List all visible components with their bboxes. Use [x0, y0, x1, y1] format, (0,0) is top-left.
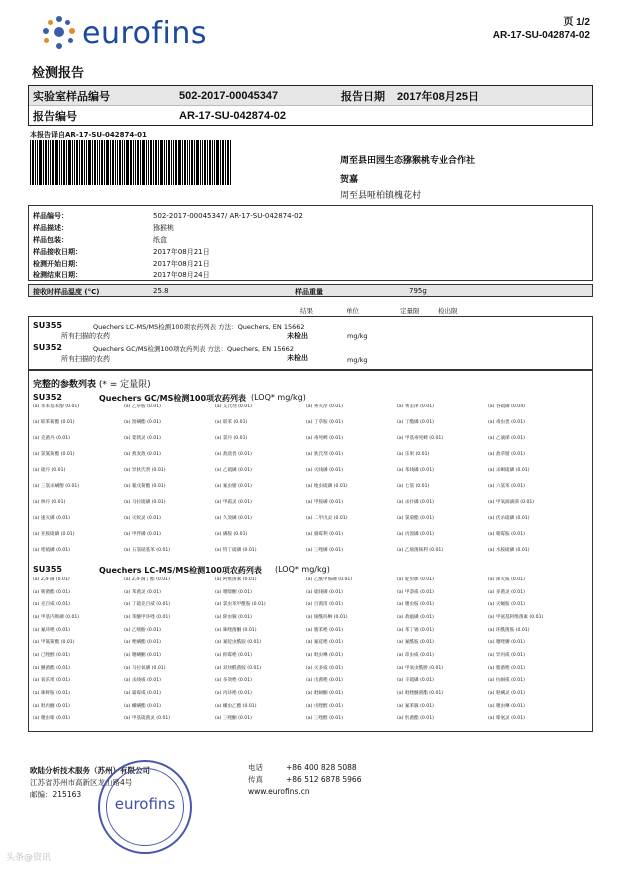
- sample-info-label: 检测开始日期：: [33, 260, 82, 268]
- param-item: (a) 噻虫嗪 (0.01): [33, 716, 70, 722]
- param-item: (a) 氟苯脲 (0.01): [397, 703, 434, 709]
- param-item: (a) 嘧菌酯 (0.01): [33, 589, 70, 595]
- param-item: (a) 腐霉利 (0.01): [306, 532, 343, 537]
- param-item: (a) 燕麦敌 (0.01): [124, 452, 161, 457]
- param-item: (a) 抗蚜威 (0.01): [488, 678, 525, 684]
- param-item: (a) 萎锈灵 (0.01): [124, 436, 161, 441]
- param-item: (a) 苯菌灵 (0.01): [124, 589, 161, 595]
- sample-info-label: 样品接收日期：: [33, 248, 82, 256]
- param-item: (a) 氰戊菊酯 (0.01): [124, 484, 166, 489]
- param-item: (a) 2,4-滴丁酯 (0.01): [124, 577, 170, 582]
- param-item: (a) 乙滴涕 (0.01): [488, 436, 525, 441]
- param-item: (a) 硫线磷 (0.01): [306, 589, 343, 595]
- group-loq: (LOQ* mg/kg): [251, 393, 306, 402]
- param-item: (a) 己唑醇 (0.01): [33, 652, 70, 658]
- param-item: (a) 伏杀硫磷 (0.01): [488, 516, 530, 521]
- param-item: (a) 涕灭威 (0.01): [488, 577, 525, 582]
- param-item: (a) 氟酰胺 (0.01): [397, 640, 434, 646]
- sample-info-value: 502-2017-00045347/ AR-17-SU-042874-02: [153, 212, 304, 220]
- group-title: Quechers LC-MS/MS检测100项农药列表: [99, 566, 262, 575]
- website: www.eurofins.cn: [248, 787, 310, 796]
- fax-label: 传真: [248, 775, 263, 784]
- param-item: (a) 甲萘威 (0.01): [397, 589, 434, 595]
- sample-info-row: [33, 259, 210, 269]
- param-item: (a) 马拉硫磷 (0.01): [124, 500, 166, 505]
- param-item: (a) 莠灭净 (0.01): [306, 404, 343, 409]
- results-box: [28, 316, 593, 370]
- param-item: (a) 毒虫畏 (0.01): [488, 420, 525, 425]
- param-item: (a) 七氯 (0.01): [397, 484, 430, 489]
- param-item: (a) 异狄氏剂 (0.01): [124, 468, 166, 473]
- param-item: (a) 苯线磷 (0.01): [397, 468, 434, 473]
- param-item: (a) 丙溴磷 (0.01): [397, 532, 434, 537]
- param-item: (a) 三氯杀螨醇 (0.01): [33, 484, 80, 489]
- param-item: (a) 吡唑醚菌酯 (0.01): [397, 690, 444, 696]
- param-item: (a) 氟虫腈 (0.01): [215, 484, 252, 489]
- client-contact: 贺嘉: [340, 175, 359, 185]
- report-no-label: 报告编号: [33, 111, 77, 123]
- param-item: (a) 吡丙醚 (0.01): [33, 703, 70, 709]
- param-item: (a) 水胺硫磷 (0.01): [488, 548, 530, 553]
- param-item: (a) 乙嘧酚 (0.01): [124, 627, 161, 633]
- su352-param-grid: [33, 404, 579, 564]
- unit-col-header: 单位: [346, 307, 359, 315]
- param-item: (a) 甲氰菊酯 (0.01): [33, 640, 75, 646]
- sample-info-box: [28, 205, 593, 281]
- param-item: (a) 嗪氨灵 (0.01): [488, 716, 525, 722]
- result-code: SU352: [33, 343, 62, 352]
- param-item: (a) 丁酯磷 (0.01): [397, 420, 434, 425]
- param-item: (a) 氯丹 (0.01): [215, 436, 248, 441]
- param-item: (a) 阿维菌素 (0.01): [215, 577, 257, 582]
- result-value: 未检出: [287, 332, 308, 340]
- param-list-note: (* = 定量限): [98, 380, 151, 390]
- eurofins-dots-icon: [40, 14, 78, 52]
- result-value: 未检出: [287, 354, 308, 362]
- param-item: (a) 地虫硫磷 (0.01): [306, 484, 348, 489]
- report-date-label: 报告日期: [341, 90, 385, 103]
- param-item: (a) 灭蚁灵 (0.01): [124, 516, 161, 521]
- lab-sample-no: 502-2017-00045347: [179, 89, 279, 102]
- phone-value: +86 400 828 5088: [286, 763, 357, 772]
- param-item: (a) 联苯 (0.01): [215, 420, 248, 425]
- result-method: Quechers GC/MS检测100项农药列表 方法：Quechers, EN 15662: [93, 345, 294, 353]
- param-item: (a) 苯丁锡 (0.01): [397, 627, 434, 633]
- temp-value: 25.8: [153, 287, 169, 295]
- param-item: (a) 丙环唑 (0.01): [215, 690, 252, 696]
- param-item: (a) 戊唑醇 (0.01): [306, 703, 343, 709]
- param-item: (a) 久效磷 (0.01): [215, 516, 252, 521]
- barcode: [30, 140, 280, 185]
- lab-sample-label: 实验室样品编号: [33, 90, 110, 103]
- param-item: (a) 甲氧滴滴涕 (0.01): [488, 500, 535, 505]
- param-item: (a) 噻螨酮 (0.01): [124, 652, 161, 658]
- param-item: (a) 辛硫磷 (0.01): [397, 678, 434, 684]
- sample-info-label: 样品包装：: [33, 236, 68, 244]
- sample-info-label: 样品编号：: [33, 212, 68, 220]
- report-no: AR-17-SU-042874-02: [179, 110, 286, 122]
- param-item: (a) 丁草胺 (0.01): [306, 420, 343, 425]
- result-unit: mg/kg: [347, 332, 368, 340]
- param-item: (a) 啶虫脒 (0.01): [397, 577, 434, 582]
- param-item: (a) 乙硫磷 (0.01): [215, 468, 252, 473]
- param-item: (a) 烯酰吗啉 (0.01): [306, 614, 348, 620]
- sample-info-row: [33, 211, 303, 221]
- result-col-header: 结果: [300, 307, 313, 315]
- client-name: 周至县田园生态猕猴桃专业合作社: [340, 156, 476, 166]
- param-item: (a) 霜霉威 (0.01): [124, 690, 161, 696]
- param-item: (a) 林丹 (0.01): [33, 500, 66, 505]
- weight-value: 795g: [409, 287, 427, 295]
- lod-col-header: 检出限: [438, 307, 458, 315]
- result-item: 所有扫描的农药: [61, 332, 110, 340]
- param-item: (a) 艾氏剂 (0.01): [215, 404, 252, 409]
- param-item: (a) 双炔酰菌胺 (0.01): [215, 665, 262, 671]
- param-item: (a) 哒螨灵 (0.01): [488, 690, 525, 696]
- sample-info-row: [33, 247, 210, 257]
- param-item: (a) 吡蚜酮 (0.01): [306, 690, 343, 696]
- param-item: (a) 噻嗪酮 (0.01): [215, 589, 252, 595]
- param-item: (a) 噻虫胺 (0.01): [397, 602, 434, 608]
- fax-value: +86 512 6878 5966: [286, 775, 362, 784]
- param-item: (a) 甲基内吸磷 (0.01): [33, 614, 80, 620]
- param-item: (a) 除虫脲 (0.01): [215, 614, 252, 620]
- param-item: (a) 2,4-滴 (0.01): [33, 577, 70, 582]
- param-item: (a) 甲氧虫酰肼 (0.01): [397, 665, 444, 671]
- footer-postcode: 邮编：215163: [30, 790, 82, 799]
- param-item: (a) 亚胺硫磷 (0.01): [33, 532, 75, 537]
- param-item: (a) 毒死蜱 (0.01): [306, 436, 343, 441]
- group-code: SU355: [33, 565, 62, 574]
- param-item: (a) 乐果 (0.01): [397, 452, 430, 457]
- replaces-note: 本报告译自AR-17-SU-042874-01: [30, 131, 147, 139]
- report-header-box: [28, 85, 593, 126]
- temperature-bar: [28, 284, 593, 297]
- param-item: (a) 苯醚甲环唑 (0.01): [124, 614, 171, 620]
- param-item: (a) 噻唑膦 (0.01): [488, 640, 525, 646]
- param-item: (a) 氯菊酯 (0.01): [397, 516, 434, 521]
- param-item: (a) 杀螟硫磷 (0.01): [488, 468, 530, 473]
- param-item: (a) 多菌灵 (0.01): [488, 589, 525, 595]
- sample-info-label: 检测结束日期：: [33, 271, 82, 279]
- group-title: Quechers GC/MS检测100项农药列表: [99, 394, 247, 403]
- param-item: (a) 氟硅唑 (0.01): [306, 640, 343, 646]
- logo-wordmark: eurofins: [82, 15, 208, 51]
- param-item: (a) 甲氨基阿维菌素 (0.01): [488, 614, 544, 620]
- param-item: (a) 硫丹 (0.01): [33, 468, 66, 473]
- sample-info-value: 2017年08月21日: [153, 260, 210, 268]
- sample-info-row: [33, 235, 167, 245]
- param-item: (a) 五氯硝基苯 (0.01): [124, 548, 171, 553]
- param-item: (a) 灭线磷 (0.01): [306, 468, 343, 473]
- param-list-heading: [33, 377, 151, 390]
- param-item: (a) 氯氰菊酯 (0.01): [33, 452, 75, 457]
- param-item: (a) 敌瘟磷 (0.01): [397, 614, 434, 620]
- group-loq: (LOQ* mg/kg): [275, 565, 330, 574]
- param-item: (a) 喹硫磷 (0.01): [33, 548, 70, 553]
- report-date: 2017年08月25日: [397, 90, 479, 103]
- param-item: (a) 异丙威 (0.01): [488, 652, 525, 658]
- param-item: (a) 咪唑菌酮 (0.01): [215, 627, 257, 633]
- param-item: (a) 唑螨酯 (0.01): [124, 640, 161, 646]
- param-item: (a) 吡虫啉 (0.01): [306, 652, 343, 658]
- footer-company: 欧陆分析技术服务（苏州）有限公司: [30, 766, 150, 775]
- result-code: SU355: [33, 321, 62, 330]
- param-item: (a) 三唑醇 (0.01): [306, 716, 343, 722]
- param-item: (a) 甲拌磷 (0.01): [124, 532, 161, 537]
- param-item: (a) 氟啶虫酰胺 (0.01): [215, 640, 262, 646]
- param-item: (a) 克百威 (0.01): [33, 602, 70, 608]
- su355-param-grid: [33, 577, 579, 729]
- param-item: (a) 肟菌酯 (0.01): [397, 716, 434, 722]
- param-item: (a) 醚菌酯 (0.01): [33, 665, 70, 671]
- param-item: (a) 杀线威 (0.01): [124, 678, 161, 684]
- param-item: (a) 茚虫威 (0.01): [397, 652, 434, 658]
- param-item: (a) 特丁硫磷 (0.01): [215, 548, 257, 553]
- param-item: (a) 速灭磷 (0.01): [33, 516, 70, 521]
- param-item: (a) 噻虫啉 (0.01): [488, 703, 525, 709]
- seal-logo-text: eurofins: [114, 795, 176, 813]
- param-item: (a) 甲胺磷 (0.01): [306, 500, 343, 505]
- param-item: (a) 螺螨酯 (0.01): [124, 703, 161, 709]
- param-item: (a) 六氯苯 (0.01): [488, 484, 525, 489]
- param-item: (a) 丁硫克百威 (0.01): [124, 602, 171, 608]
- sample-info-label: 样品描述：: [33, 224, 68, 232]
- param-item: (a) 邻苯基苯酚 (0.01): [33, 404, 80, 409]
- param-item: (a) 环酰菌胺 (0.01): [488, 627, 530, 633]
- client-address: 周至县哑柏镇槐花村: [340, 191, 422, 201]
- param-item: (a) 三唑磷 (0.01): [306, 548, 343, 553]
- phone-label: 电话: [248, 763, 263, 772]
- footer-address: 江苏省苏州市高新区龙山路4号: [30, 778, 133, 787]
- param-item: (a) 溴螨酯 (0.01): [124, 420, 161, 425]
- sample-info-row: [33, 223, 174, 233]
- result-item: 所有扫描的农药: [61, 355, 110, 363]
- param-item: (a) 咪鲜胺 (0.01): [33, 690, 70, 696]
- result-method: Quechers LC-MS/MS检测100项农药列表 方法：Quechers, EN 15662: [93, 323, 305, 331]
- param-item: (a) 抑霉唑 (0.01): [215, 652, 252, 658]
- param-item: (a) 乙烯菌核利 (0.01): [397, 548, 444, 553]
- param-item: (a) 氟环唑 (0.01): [33, 627, 70, 633]
- param-item: (a) 甲基毒死蜱 (0.01): [397, 436, 444, 441]
- page-title: 检测报告: [32, 66, 85, 81]
- param-item: (a) 腈菌唑 (0.01): [488, 665, 525, 671]
- param-item: (a) 腈苯唑 (0.01): [306, 627, 343, 633]
- param-item: (a) 氧乐果 (0.01): [33, 678, 70, 684]
- parameter-list-box: [28, 370, 593, 732]
- param-item: (a) 甲基硫菌灵 (0.01): [124, 716, 171, 722]
- param-list-title: 完整的参数列表: [33, 380, 97, 390]
- param-item: (a) 螺虫乙酯 (0.01): [215, 703, 257, 709]
- param-item: (a) 狄氏剂 (0.01): [306, 452, 343, 457]
- param-item: (a) 敌草腈 (0.01): [488, 452, 525, 457]
- temp-label: 接收时样品温度 (°C): [33, 288, 100, 296]
- param-item: (a) 二甲戊灵 (0.01): [306, 516, 348, 521]
- param-item: (a) 戊菌唑 (0.01): [306, 678, 343, 684]
- param-item: (a) 莠去津 (0.01): [397, 404, 434, 409]
- sample-info-value: 纸盒: [153, 236, 167, 244]
- sample-info-value: 猕猴桃: [153, 224, 174, 232]
- param-item: (a) 嘧霉胺 (0.01): [488, 532, 525, 537]
- param-item: (a) 多效唑 (0.01): [215, 678, 252, 684]
- result-unit: mg/kg: [347, 356, 368, 364]
- param-item: (a) 百菌清 (0.01): [306, 602, 343, 608]
- report-ref: AR-17-SU-042874-02: [492, 30, 590, 41]
- page-header-ref: [493, 16, 590, 42]
- sample-info-value: 2017年08月24日: [153, 271, 210, 279]
- param-item: (a) 氯虫苯甲酰胺 (0.01): [215, 602, 266, 608]
- param-item: (a) 马拉氧磷 (0.01): [124, 665, 166, 671]
- param-item: (a) 灭多威 (0.01): [306, 665, 343, 671]
- footer-contact-block: [248, 762, 361, 798]
- param-item: (a) 乙酰甲胺磷 (0.01): [306, 577, 353, 582]
- sample-info-row: [33, 270, 210, 280]
- param-item: (a) 克菌丹 (0.01): [33, 436, 70, 441]
- param-item: (a) 灭蝇胺 (0.01): [488, 602, 525, 608]
- eurofins-logo: [40, 14, 207, 52]
- param-item: (a) 谷硫磷 (0.04): [488, 404, 525, 409]
- param-item: (a) 乙草胺 (0.01): [124, 404, 161, 409]
- watermark: 头条@资讯: [6, 853, 52, 863]
- group-code: SU352: [33, 393, 62, 402]
- weight-label: 样品重量: [295, 288, 323, 296]
- param-item: (a) 磷胺 (0.01): [215, 532, 248, 537]
- param-item: (a) 甲霜灵 (0.01): [215, 500, 252, 505]
- param-item: (a) 杀扑磷 (0.01): [397, 500, 434, 505]
- loq-col-header: 定量限: [400, 307, 420, 315]
- param-item: (a) 敌敌畏 (0.01): [215, 452, 252, 457]
- param-item: (a) 联苯菊酯 (0.01): [33, 420, 75, 425]
- sample-info-value: 2017年08月21日: [153, 248, 210, 256]
- param-item: (a) 三唑酮 (0.01): [215, 716, 252, 722]
- page-number: 页 1/2: [563, 17, 590, 28]
